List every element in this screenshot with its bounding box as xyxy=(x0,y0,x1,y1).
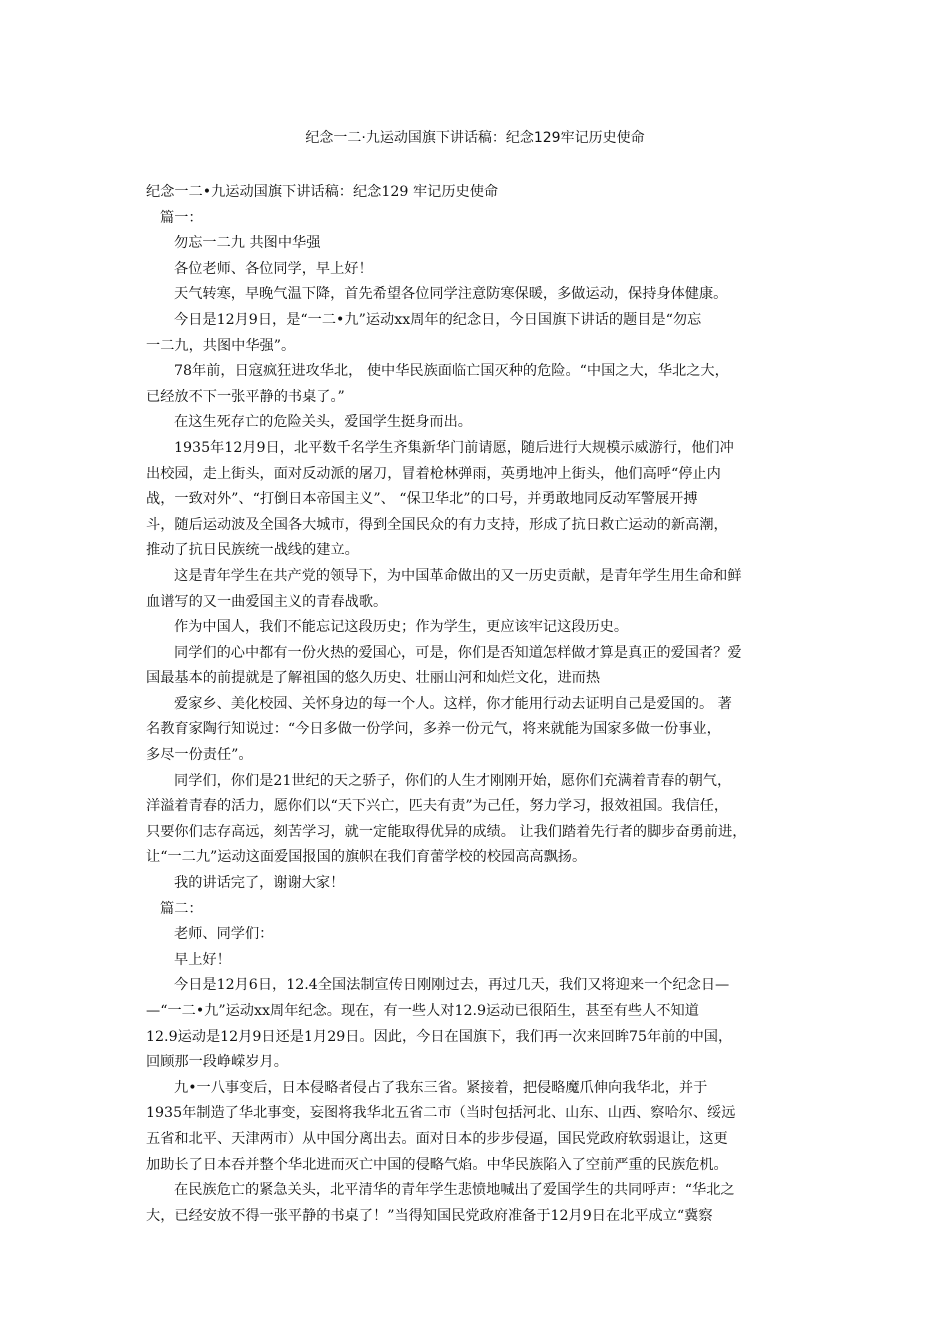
paragraph-line: 勿忘一二九 共图中华强 xyxy=(174,235,321,252)
paragraph-line: 老师、同学们： xyxy=(174,926,274,943)
paragraph-line: 篇一： xyxy=(160,209,203,226)
paragraph-line: 同学们，你们是21世纪的天之骄子，你们的人生才刚刚开始，愿你们充满着青春的朝气， xyxy=(174,772,732,789)
document-title: 纪念一二·九运动国旗下讲话稿：纪念129牢记历史使命 xyxy=(305,130,645,146)
paragraph-line: 78年前，日寇疯狂进攻华北， 使中华民族面临亡国灭种的危险。“中国之大，华北之大， xyxy=(174,363,729,380)
paragraph-line: 1935年制造了华北事变，妄图将我华北五省二市（当时包括河北、山东、山西、察哈尔、绥远 xyxy=(146,1105,736,1122)
paragraph-line: 篇二： xyxy=(160,900,203,917)
paragraph-line: 出校园，走上街头，面对反动派的屠刀，冒着枪林弹雨，英勇地冲上街头，他们高呼“停止内 xyxy=(146,465,721,482)
paragraph-line: 作为中国人，我们不能忘记这段历史；作为学生，更应该牢记这段历史。 xyxy=(174,619,629,636)
paragraph-line: 这是青年学生在共产党的领导下，为中国革命做出的又一历史贡献，是青年学生用生命和鲜 xyxy=(174,567,742,584)
paragraph-line: —“一二•九”运动xx周年纪念。现在，有一些人对12.9运动已很陌生，甚至有些人不知道 xyxy=(146,1003,699,1019)
paragraph-line: 1935年12月9日，北平数千名学生齐集新华门前请愿，随后进行大规模示威游行，他们冲 xyxy=(174,439,734,456)
paragraph-line: 血谱写的又一曲爱国主义的青春战歌。 xyxy=(146,593,388,610)
paragraph-line: 一二九，共图中华强”。 xyxy=(146,337,296,354)
paragraph-line: 加助长了日本吞并整个华北进而灭亡中国的侵略气焰。中华民族陷入了空前严重的民族危机。 xyxy=(146,1156,728,1173)
paragraph-line: 纪念一二•九运动国旗下讲话稿：纪念129 牢记历史使命 xyxy=(146,184,499,200)
paragraph-line: 洋溢着青春的活力，愿你们以“天下兴亡，匹夫有责”为己任，努力学习，报效祖国。我信任， xyxy=(146,798,729,815)
paragraph-line: 九•一八事变后，日本侵略者侵占了我东三省。紧接着，把侵略魔爪伸向我华北，并于 xyxy=(174,1079,708,1096)
paragraph-line: 今日是12月6日，12.4全国法制宣传日刚刚过去，再过几天，我们又将迎来一个纪念日— xyxy=(174,977,730,994)
paragraph-line: 各位老师、各位同学，早上好！ xyxy=(174,260,373,277)
paragraph-line: 在这生死存亡的危险关头，爱国学生挺身而出。 xyxy=(174,414,472,431)
paragraph-line: 推动了抗日民族统一战线的建立。 xyxy=(146,542,359,559)
paragraph-line: 大，已经安放不得一张平静的书桌了！”当得知国民党政府准备于12月9日在北平成立“冀察 xyxy=(146,1207,713,1224)
paragraph-line: 同学们的心中都有一份火热的爱国心，可是，你们是否知道怎样做才算是真正的爱国者？爱 xyxy=(174,644,742,661)
paragraph-line: 斗，随后运动波及全国各大城市，得到全国民众的有力支持，形成了抗日救亡运动的新高潮， xyxy=(146,516,728,533)
paragraph-line: 回顾那一段峥嵘岁月。 xyxy=(146,1054,288,1071)
paragraph-line: 爱家乡、美化校园、关怀身边的每一个人。这样，你才能用行动去证明自己是爱国的。 著 xyxy=(174,695,732,712)
paragraph-line: 12.9运动是12月9日还是1月29日。因此，今日在国旗下，我们再一次来回眸75年前的中国， xyxy=(146,1028,733,1045)
paragraph-line: 天气转寒，早晚气温下降，首先希望各位同学注意防寒保暖，多做运动，保持身体健康。 xyxy=(174,286,728,303)
paragraph-line: 我的讲话完了，谢谢大家！ xyxy=(174,875,345,892)
document-body xyxy=(146,180,806,1229)
paragraph-line: 在民族危亡的紧急关头，北平清华的青年学生悲愤地喊出了爱国学生的共同呼声：“华北之 xyxy=(174,1182,735,1199)
paragraph-line: 今日是12月9日，是“一二•九”运动xx周年的纪念日，今日国旗下讲话的题目是“勿忘 xyxy=(174,311,702,328)
paragraph-line: 多尽一份责任”。 xyxy=(146,747,253,764)
paragraph-line: 名教育家陶行知说过：“今日多做一份学问，多养一份元气，将来就能为国家多做一份事业， xyxy=(146,721,721,738)
paragraph-line: 国最基本的前提就是了解祖国的悠久历史、壮丽山河和灿烂文化，进而热 xyxy=(146,670,601,687)
paragraph-line: 五省和北平、天津两市）从中国分离出去。面对日本的步步侵逼，国民党政府软弱退让，这更 xyxy=(146,1130,728,1147)
paragraph-line: 战，一致对外”、“打倒日本帝国主义”、 “保卫华北”的口号，并勇敢地同反动军警展开搏 xyxy=(146,491,698,508)
paragraph-line: 只要你们志存高远，刻苦学习，就一定能取得优异的成绩。 让我们踏着先行者的脚步奋勇前进， xyxy=(146,823,747,840)
paragraph-line: 让“一二九”运动这面爱国报国的旗帜在我们育蕾学校的校园高高飘扬。 xyxy=(146,849,587,866)
paragraph-line: 早上好！ xyxy=(174,951,231,968)
paragraph-line: 已经放不下一张平静的书桌了。” xyxy=(146,388,345,405)
